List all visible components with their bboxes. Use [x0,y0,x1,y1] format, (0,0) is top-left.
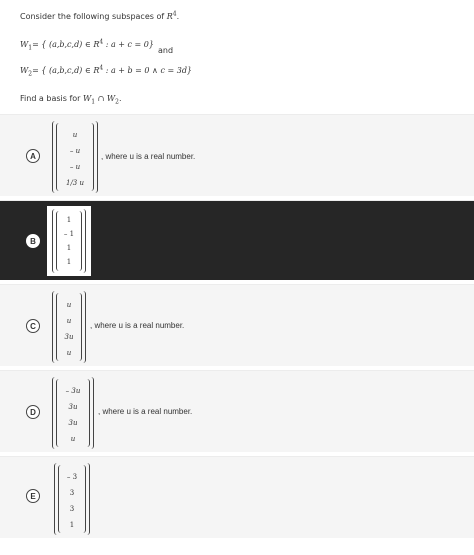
option-c[interactable] [0,284,474,366]
option-b[interactable] [0,200,474,280]
option-c-matrix [52,291,86,363]
matrix-entry: u [66,301,72,309]
option-a-matrix [52,121,98,193]
matrix-entry: – u [69,163,81,171]
option-e-matrix [52,463,92,535]
matrix-entry: – 3 [66,473,78,481]
matrix-entry: – 1 [63,230,75,238]
option-letter-e: E [26,489,40,503]
option-d-matrix [52,377,94,449]
option-letter-c: C [26,319,40,333]
option-a-text: , where u is a real number. [101,152,196,161]
matrix-entry: 3u [68,403,78,411]
matrix-entry: 3u [68,419,78,427]
matrix-entry: 3u [64,333,74,341]
matrix-entry: u [70,435,76,443]
option-letter-d: D [26,405,40,419]
matrix-entry: – 3u [65,387,81,395]
option-letter-b: B [26,234,40,248]
matrix-entry: 1 [66,216,72,224]
matrix-entry: u [66,349,72,357]
option-d[interactable] [0,370,474,452]
matrix-entry: u [72,131,78,139]
matrix-entry: 1 [66,244,72,252]
find-basis-prompt: Find a basis for $W_1$ ∩ $W_2$. [20,94,122,106]
question-intro: Consider the following subspaces of $R^4$. [20,10,180,21]
w1-definition: $W_1=$ { (a,b,c,d) ∈ $R^4$ : a + c = 0} [20,38,154,52]
matrix-entry: 3 [69,489,75,497]
option-e[interactable] [0,456,474,538]
option-c-text: , where u is a real number. [90,321,185,330]
and-label: and [158,46,174,55]
matrix-entry: u [66,317,72,325]
option-b-matrix [47,206,91,276]
option-d-text: , where u is a real number. [98,407,193,416]
option-a[interactable] [0,114,474,196]
w2-definition: $W_2=$ { (a,b,c,d) ∈ $R^4$ : a + b = 0 ∧ c = 3d} [20,64,193,78]
matrix-entry: – u [69,147,81,155]
matrix-entry: 1/3 u [66,179,84,187]
matrix-entry: 1 [66,258,72,266]
option-letter-a: A [26,149,40,163]
matrix-entry: 1 [69,521,75,529]
matrix-entry: 3 [69,505,75,513]
